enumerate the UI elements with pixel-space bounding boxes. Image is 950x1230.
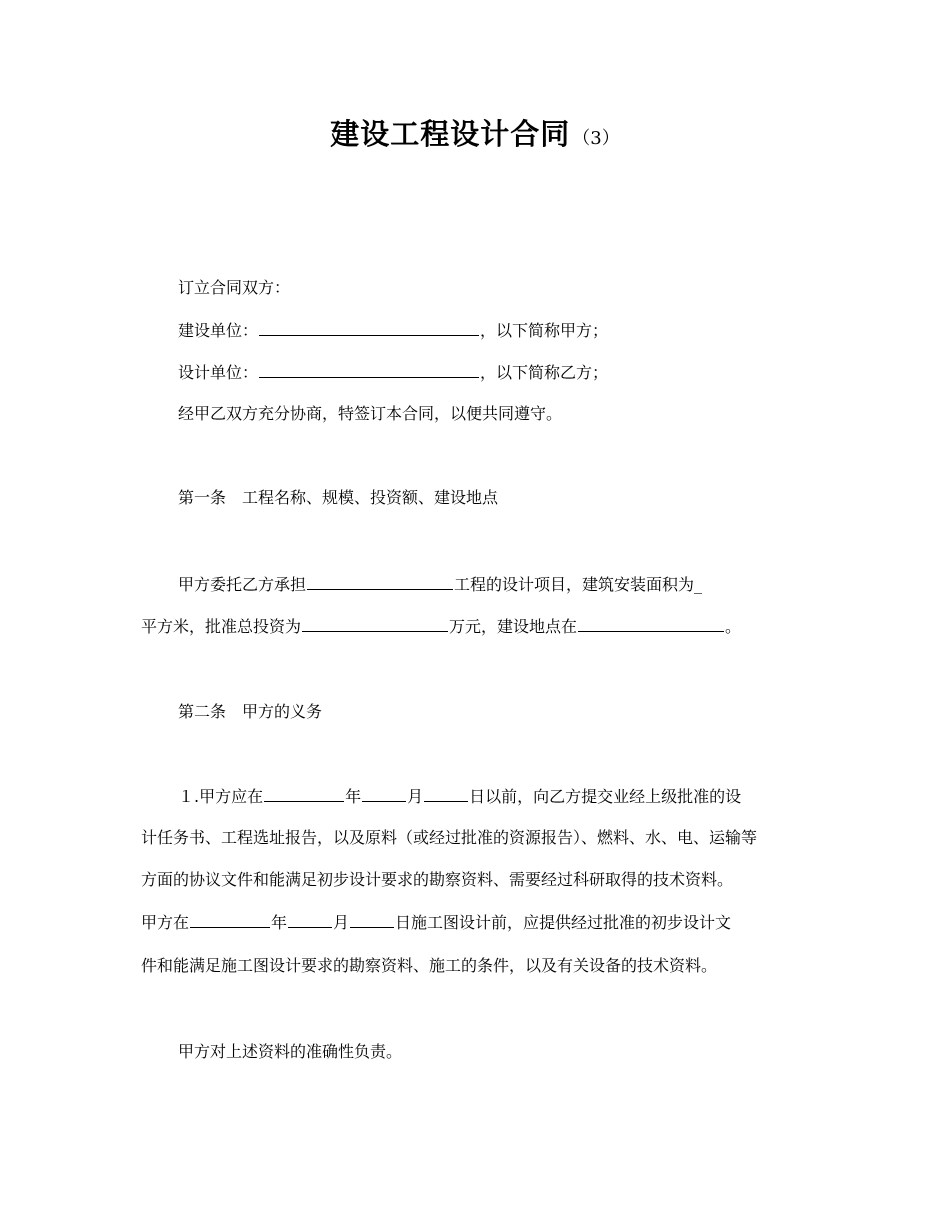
article1-text-c: 平方米，批准总投资为 [141, 617, 302, 636]
designer-suffix: ，以下简称乙方； [480, 363, 609, 382]
project-name-blank[interactable] [307, 574, 453, 590]
client-label: 建设单位： [178, 321, 259, 340]
designer-label: 设计单位： [178, 363, 259, 382]
item1-text-b: 日以前，向乙方提交业经上级批准的设 [469, 787, 742, 806]
article2-item2-line1 [141, 912, 731, 933]
client-suffix: ，以下简称甲方； [480, 321, 609, 340]
year-label-2: 年 [271, 913, 288, 932]
location-blank[interactable] [578, 616, 724, 632]
parties-intro: 订立合同双方： [178, 278, 291, 297]
title-main: 建设工程设计合同 [330, 117, 571, 151]
article1-text-b: 工程的设计项目，建筑安装面积为_ [454, 575, 703, 594]
designer-line [178, 362, 608, 383]
item1-text-a: １.甲方应在 [178, 787, 264, 806]
article2-item2-line2: 件和能满足施工图设计要求的勘察资料、施工的条件，以及有关设备的技术资料。 [141, 956, 718, 975]
article1-line2 [141, 616, 741, 637]
year-blank-2[interactable] [190, 912, 270, 928]
year-label-1: 年 [345, 787, 362, 806]
responsibility-line: 甲方对上述资料的准确性负责。 [178, 1042, 403, 1061]
investment-blank[interactable] [302, 616, 448, 632]
article1-line1 [178, 574, 702, 595]
month-label-2: 月 [333, 913, 350, 932]
designer-name-blank[interactable] [259, 362, 479, 378]
year-blank-1[interactable] [264, 786, 344, 802]
article2-item1-line3: 方面的协议文件和能满足初步设计要求的勘察资料、需要经过科研取得的技术资料。 [141, 870, 734, 889]
article1-text-e: 。 [725, 617, 742, 636]
item2-text-a: 甲方在 [141, 913, 190, 932]
article2-heading: 第二条 甲方的义务 [178, 702, 323, 721]
document-title [0, 112, 950, 153]
item2-text-b: 日施工图设计前，应提供经过批准的初步设计文 [395, 913, 732, 932]
article1-text-d: 万元，建设地点在 [449, 617, 578, 636]
article2-item1-line2: 计任务书、工程选址报告，以及原料（或经过批准的资源报告）、燃料、水、电、运输等 [141, 828, 758, 847]
article2-item1-line1 [178, 786, 741, 807]
client-name-blank[interactable] [259, 320, 479, 336]
client-line [178, 320, 608, 341]
month-label-1: 月 [407, 787, 424, 806]
day-blank-1[interactable] [424, 786, 468, 802]
month-blank-2[interactable] [288, 912, 332, 928]
article1-text-a: 甲方委托乙方承担 [178, 575, 307, 594]
article1-heading: 第一条 工程名称、规模、投资额、建设地点 [178, 488, 499, 507]
day-blank-2[interactable] [350, 912, 394, 928]
title-suffix: （3） [572, 128, 620, 149]
agreement-line: 经甲乙双方充分协商，特签订本合同，以便共同遵守。 [178, 404, 563, 423]
month-blank-1[interactable] [362, 786, 406, 802]
